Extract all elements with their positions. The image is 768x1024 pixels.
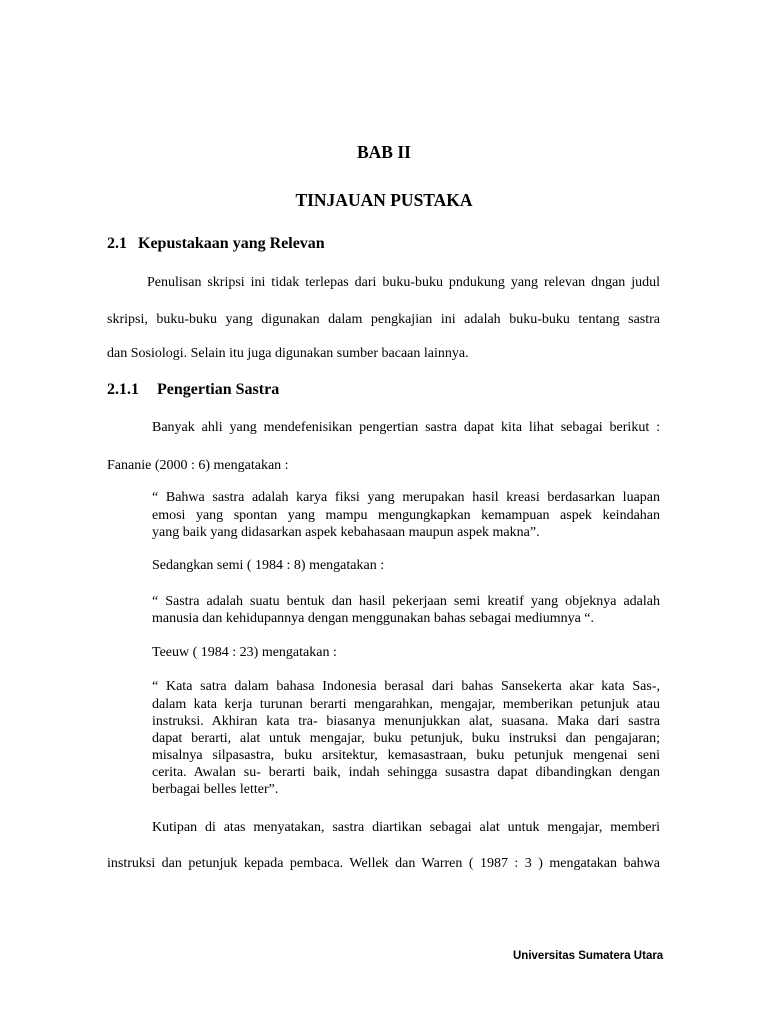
paragraph-line: instruksi dan petunjuk kepada pembaca. Wellek dan Warren ( 1987 : 3 ) mengatakan bahwa: [107, 856, 660, 871]
citation-intro: Teeuw ( 1984 : 23) mengatakan :: [152, 645, 337, 660]
section-heading-2-1: [107, 236, 325, 252]
quote-line: berbagai belles letter”.: [152, 782, 279, 797]
section-heading-2-1-1: [107, 382, 279, 398]
paragraph-line: skripsi, buku-buku yang digunakan dalam pengkajian ini adalah buku-buku tentang sastra: [107, 312, 660, 327]
quote-line: instruksi. Akhiran kata tra- biasanya menunjukkan alat, suasana. Maka dari sastra: [152, 714, 660, 729]
chapter-title: TINJAUAN PUSTAKA: [295, 190, 473, 210]
quote-line: cerita. Awalan su- berarti baik, indah sehingga susastra dapat dibandingkan dengan: [152, 765, 660, 780]
paragraph-line: Banyak ahli yang mendefenisikan pengertian sastra dapat kita lihat sebagai berikut :: [152, 420, 660, 435]
section-number: 2.1: [107, 235, 127, 252]
quote-line: manusia dan kehidupannya dengan menggunakan bahas sebagai mediumnya “.: [152, 611, 595, 626]
section-title: Kepustakaan yang Relevan: [138, 235, 325, 252]
section-title: Pengertian Sastra: [157, 381, 280, 398]
quote-line: “ Kata satra dalam bahasa Indonesia berasal dari bahas Sansekerta akar kata Sas-,: [152, 679, 660, 694]
quote-line: dapat berarti, alat untuk mengajar, buku petunjuk, buku instruksi dan pengajaran;: [152, 731, 660, 746]
quote-line: “ Sastra adalah suatu bentuk dan hasil pekerjaan semi kreatif yang objeknya adalah: [152, 594, 660, 609]
quote-line: misalnya silpasastra, buku arsitektur, kemasastraan, buku petunjuk mengenai seni: [152, 748, 660, 763]
paragraph-line: dan Sosiologi. Selain itu juga digunakan sumber bacaan lainnya.: [107, 346, 469, 361]
citation-intro: Fananie (2000 : 6) mengatakan :: [107, 458, 289, 473]
paragraph-line: Kutipan di atas menyatakan, sastra diartikan sebagai alat untuk mengajar, memberi: [152, 820, 660, 835]
quote-line: “ Bahwa sastra adalah karya fiksi yang merupakan hasil kreasi berdasarkan luapan: [152, 490, 660, 505]
quote-line: dalam kata kerja turunan berarti mengarahkan, mengajar, memberikan petunjuk atau: [152, 697, 660, 712]
quote-line: emosi yang spontan yang mampu mengungkapkan kemampuan aspek keindahan: [152, 508, 660, 523]
chapter-number: BAB II: [357, 142, 411, 162]
page-footer: Universitas Sumatera Utara: [513, 950, 664, 962]
section-number: 2.1.1: [107, 381, 139, 398]
quote-line: yang baik yang didasarkan aspek kebahasaan maupun aspek makna”.: [152, 525, 540, 540]
citation-intro: Sedangkan semi ( 1984 : 8) mengatakan :: [152, 558, 385, 573]
paragraph-line: Penulisan skripsi ini tidak terlepas dari buku-buku pndukung yang relevan dngan judul: [147, 275, 660, 290]
